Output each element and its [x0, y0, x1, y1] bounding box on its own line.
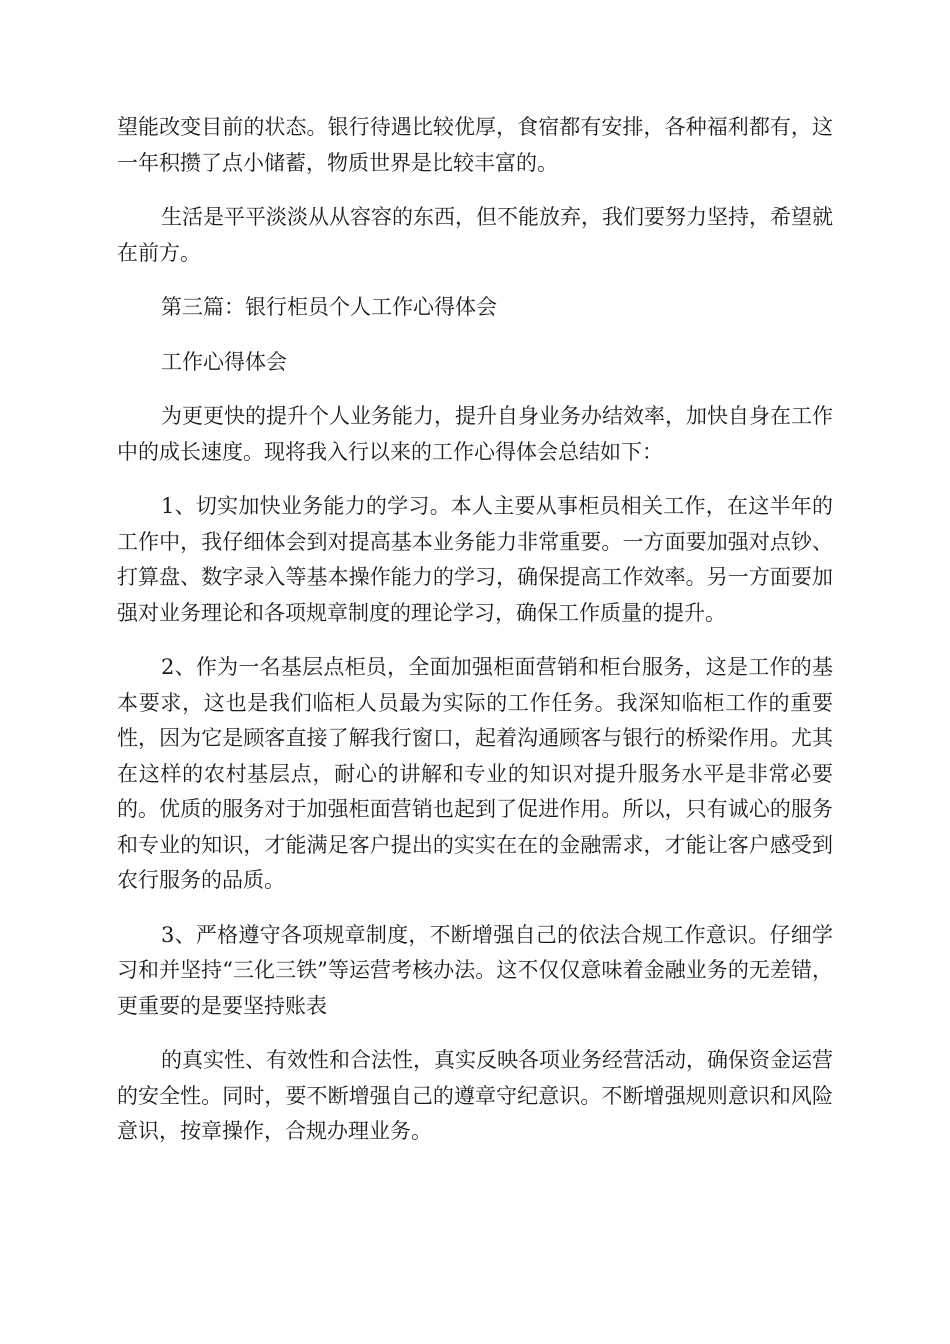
paragraph-continuation: 望能改变目前的状态。银行待遇比较优厚，食宿都有安排，各种福利都有，这一年积攒了点小储蓄，物质世界是比较丰富的。 — [117, 115, 833, 175]
paragraph-point-3: 3、严格遵守各项规章制度，不断增强自己的依法合规工作意识。仔细学习和并坚持“三化三铁”等运营考核办法。这不仅仅意味着金融业务的无差错，更重要的是要坚持账表 — [117, 922, 833, 1018]
document-body — [117, 110, 833, 1169]
paragraph-intro: 为更更快的提升个人业务能力，提升自身业务办结效率，加快自身在工作中的成长速度。现将我入行以来的工作心得体会总结如下： — [117, 404, 833, 464]
section-subheading: 工作心得体会 — [161, 349, 287, 374]
paragraph-point-1: 1、切实加快业务能力的学习。本人主要从事柜员相关工作，在这半年的工作中，我仔细体会到对提高基本业务能力非常重要。一方面要加强对点钞、打算盘、数字录入等基本操作能力的学习，确保提高工作效率。另一方面要加强对业务理论和各项规章制度的理论学习，确保工作质量的提升。 — [117, 494, 833, 625]
paragraph-point-3-continued: 的真实性、有效性和合法性，真实反映各项业务经营活动，确保资金运营的安全性。同时，要不断增强自己的遵章守纪意识。不断增强规则意识和风险意识，按章操作，合规办理业务。 — [117, 1048, 833, 1143]
paragraph-point-2: 2、作为一名基层点柜员，全面加强柜面营销和柜台服务，这是工作的基本要求，这也是我们临柜人员最为实际的工作任务。我深知临柜工作的重要性，因为它是顾客直接了解我行窗口，起着沟通顾客与银行的桥梁作用。尤其在这样的农村基层点，耐心的讲解和专业的知识对提升服务水平是非常必要的。优质的服务对于加强柜面营销也起到了促进作用。所以，只有诚心的服务和专业的知识，才能满足客户提出的实实在在的金融需求，才能让客户感受到农行服务的品质。 — [117, 655, 833, 892]
paragraph-life: 生活是平平淡淡从从容容的东西，但不能放弃，我们要努力坚持，希望就在前方。 — [117, 205, 833, 265]
section-heading: 第三篇：银行柜员个人工作心得体会 — [161, 295, 497, 319]
